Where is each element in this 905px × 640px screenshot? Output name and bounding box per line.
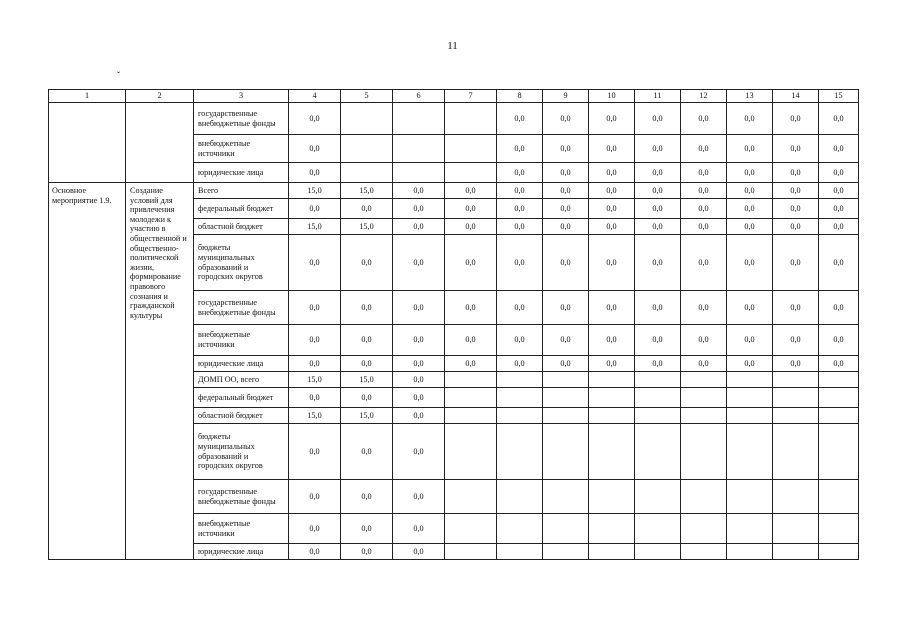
amount-cell: 15,0 [341, 219, 393, 235]
amount-cell: 0,0 [543, 356, 589, 372]
column-number: 6 [393, 90, 445, 103]
column-number: 9 [543, 90, 589, 103]
amount-cell: 0,0 [543, 219, 589, 235]
amount-cell [635, 514, 681, 544]
amount-cell: 0,0 [773, 199, 819, 219]
amount-cell: 0,0 [289, 424, 341, 480]
amount-cell: 0,0 [543, 199, 589, 219]
amount-cell: 0,0 [393, 199, 445, 219]
funding-source-cell: Всего [194, 183, 289, 199]
amount-cell: 0,0 [341, 325, 393, 356]
amount-cell [635, 424, 681, 480]
amount-cell: 0,0 [681, 135, 727, 163]
funding-source-cell: ДОМП ОО, всего [194, 372, 289, 388]
amount-cell: 15,0 [341, 183, 393, 199]
amount-cell: 0,0 [445, 199, 497, 219]
column-number: 1 [49, 90, 126, 103]
amount-cell [773, 408, 819, 424]
amount-cell: 0,0 [681, 325, 727, 356]
amount-cell [341, 103, 393, 135]
amount-cell: 0,0 [727, 291, 773, 325]
amount-cell [727, 408, 773, 424]
amount-cell: 0,0 [727, 103, 773, 135]
amount-cell [727, 372, 773, 388]
amount-cell: 0,0 [543, 135, 589, 163]
column-number: 7 [445, 90, 497, 103]
amount-cell: 0,0 [341, 356, 393, 372]
funding-source-cell: областной бюджет [194, 408, 289, 424]
amount-cell: 0,0 [497, 183, 543, 199]
amount-cell: 0,0 [635, 219, 681, 235]
amount-cell [543, 388, 589, 408]
amount-cell [543, 408, 589, 424]
amount-cell [773, 514, 819, 544]
amount-cell: 0,0 [393, 372, 445, 388]
column-number: 11 [635, 90, 681, 103]
amount-cell [543, 372, 589, 388]
funding-source-cell: федеральный бюджет [194, 199, 289, 219]
amount-cell: 0,0 [497, 325, 543, 356]
amount-cell: 15,0 [289, 408, 341, 424]
amount-cell: 0,0 [289, 199, 341, 219]
amount-cell: 0,0 [341, 424, 393, 480]
amount-cell [819, 544, 859, 560]
amount-cell: 0,0 [819, 135, 859, 163]
amount-cell: 0,0 [543, 325, 589, 356]
amount-cell [727, 544, 773, 560]
amount-cell: 0,0 [635, 325, 681, 356]
amount-cell: 0,0 [497, 219, 543, 235]
amount-cell [819, 480, 859, 514]
amount-cell [445, 514, 497, 544]
amount-cell [543, 424, 589, 480]
event-name-cell [49, 103, 126, 183]
column-number: 13 [727, 90, 773, 103]
funding-source-cell: юридические лица [194, 356, 289, 372]
amount-cell: 0,0 [727, 199, 773, 219]
amount-cell: 0,0 [773, 219, 819, 235]
amount-cell [497, 424, 543, 480]
amount-cell [681, 480, 727, 514]
amount-cell: 0,0 [497, 163, 543, 183]
amount-cell: 0,0 [341, 514, 393, 544]
amount-cell [773, 424, 819, 480]
amount-cell [635, 480, 681, 514]
amount-cell [681, 408, 727, 424]
amount-cell: 0,0 [681, 183, 727, 199]
amount-cell: 0,0 [393, 408, 445, 424]
column-number: 3 [194, 90, 289, 103]
column-number: 14 [773, 90, 819, 103]
stray-mark: ˇ [117, 70, 120, 80]
funding-source-cell: юридические лица [194, 544, 289, 560]
funding-source-cell: бюджеты муниципальных образований и городских округов [194, 424, 289, 480]
amount-cell: 0,0 [681, 235, 727, 291]
amount-cell: 0,0 [289, 325, 341, 356]
funding-source-cell: государственные внебюджетные фонды [194, 480, 289, 514]
amount-cell [819, 388, 859, 408]
budget-table [48, 89, 859, 560]
amount-cell: 0,0 [773, 163, 819, 183]
amount-cell: 0,0 [589, 325, 635, 356]
amount-cell: 0,0 [289, 235, 341, 291]
amount-cell: 0,0 [341, 388, 393, 408]
amount-cell [341, 135, 393, 163]
amount-cell: 0,0 [773, 291, 819, 325]
amount-cell: 0,0 [393, 291, 445, 325]
amount-cell [681, 424, 727, 480]
funding-source-cell: федеральный бюджет [194, 388, 289, 408]
amount-cell: 0,0 [589, 103, 635, 135]
amount-cell: 0,0 [819, 199, 859, 219]
event-description-cell: Создание условий для привлечения молодежи к участию в общественной и общественно-политической жизни, формирование правового сознания и гражданской культуры [126, 183, 194, 560]
amount-cell [635, 388, 681, 408]
amount-cell [589, 388, 635, 408]
amount-cell: 0,0 [773, 135, 819, 163]
amount-cell: 0,0 [773, 235, 819, 291]
amount-cell: 0,0 [635, 103, 681, 135]
amount-cell: 0,0 [289, 356, 341, 372]
amount-cell: 0,0 [773, 183, 819, 199]
amount-cell: 0,0 [543, 235, 589, 291]
amount-cell: 0,0 [445, 219, 497, 235]
amount-cell [589, 372, 635, 388]
amount-cell: 0,0 [635, 135, 681, 163]
amount-cell [393, 135, 445, 163]
amount-cell: 0,0 [681, 163, 727, 183]
amount-cell [445, 372, 497, 388]
amount-cell: 0,0 [289, 514, 341, 544]
amount-cell: 0,0 [289, 388, 341, 408]
amount-cell [681, 372, 727, 388]
amount-cell: 0,0 [289, 103, 341, 135]
amount-cell: 0,0 [635, 199, 681, 219]
column-number: 5 [341, 90, 393, 103]
amount-cell: 0,0 [681, 356, 727, 372]
column-number: 8 [497, 90, 543, 103]
amount-cell [589, 514, 635, 544]
amount-cell: 0,0 [497, 199, 543, 219]
amount-cell: 0,0 [727, 356, 773, 372]
amount-cell [393, 163, 445, 183]
amount-cell [445, 480, 497, 514]
amount-cell: 0,0 [727, 163, 773, 183]
column-number: 10 [589, 90, 635, 103]
table-row [49, 103, 859, 135]
amount-cell: 0,0 [445, 183, 497, 199]
amount-cell: 0,0 [341, 544, 393, 560]
amount-cell: 0,0 [289, 291, 341, 325]
funding-source-cell: государственные внебюджетные фонды [194, 103, 289, 135]
amount-cell [819, 424, 859, 480]
amount-cell [819, 514, 859, 544]
event-name-cell: Основное мероприятие 1.9. [49, 183, 126, 560]
amount-cell [497, 544, 543, 560]
amount-cell: 0,0 [393, 388, 445, 408]
amount-cell: 0,0 [635, 291, 681, 325]
amount-cell: 0,0 [393, 325, 445, 356]
amount-cell: 15,0 [289, 219, 341, 235]
amount-cell: 0,0 [681, 103, 727, 135]
amount-cell: 0,0 [819, 183, 859, 199]
amount-cell: 0,0 [589, 291, 635, 325]
amount-cell: 0,0 [393, 514, 445, 544]
amount-cell: 0,0 [589, 135, 635, 163]
amount-cell: 0,0 [497, 135, 543, 163]
amount-cell [497, 388, 543, 408]
column-number: 4 [289, 90, 341, 103]
amount-cell: 0,0 [635, 163, 681, 183]
amount-cell: 0,0 [819, 325, 859, 356]
amount-cell: 0,0 [393, 183, 445, 199]
column-number-row [49, 90, 859, 103]
page-number: 11 [447, 40, 458, 52]
amount-cell [681, 388, 727, 408]
funding-source-cell: внебюджетные источники [194, 135, 289, 163]
amount-cell [445, 544, 497, 560]
amount-cell: 15,0 [289, 183, 341, 199]
amount-cell: 0,0 [543, 163, 589, 183]
amount-cell [681, 514, 727, 544]
amount-cell: 0,0 [681, 199, 727, 219]
amount-cell [543, 480, 589, 514]
amount-cell [773, 388, 819, 408]
amount-cell: 0,0 [393, 219, 445, 235]
amount-cell [543, 514, 589, 544]
amount-cell [497, 408, 543, 424]
amount-cell: 0,0 [635, 183, 681, 199]
amount-cell: 0,0 [635, 356, 681, 372]
amount-cell [497, 514, 543, 544]
amount-cell [635, 372, 681, 388]
amount-cell: 0,0 [773, 103, 819, 135]
amount-cell: 0,0 [727, 219, 773, 235]
funding-source-cell: внебюджетные источники [194, 325, 289, 356]
amount-cell [635, 408, 681, 424]
amount-cell: 0,0 [589, 199, 635, 219]
amount-cell [819, 408, 859, 424]
amount-cell: 0,0 [497, 291, 543, 325]
amount-cell [445, 135, 497, 163]
amount-cell: 0,0 [727, 135, 773, 163]
amount-cell: 0,0 [289, 480, 341, 514]
amount-cell: 0,0 [819, 163, 859, 183]
amount-cell: 0,0 [773, 356, 819, 372]
amount-cell [727, 480, 773, 514]
amount-cell [727, 424, 773, 480]
amount-cell: 0,0 [445, 356, 497, 372]
amount-cell: 0,0 [589, 235, 635, 291]
funding-source-cell: областной бюджет [194, 219, 289, 235]
funding-source-cell: государственные внебюджетные фонды [194, 291, 289, 325]
amount-cell: 0,0 [497, 356, 543, 372]
amount-cell: 0,0 [681, 291, 727, 325]
amount-cell: 0,0 [635, 235, 681, 291]
amount-cell: 15,0 [341, 372, 393, 388]
amount-cell: 0,0 [543, 183, 589, 199]
amount-cell [341, 163, 393, 183]
amount-cell [497, 480, 543, 514]
amount-cell: 0,0 [727, 235, 773, 291]
amount-cell [445, 424, 497, 480]
amount-cell [681, 544, 727, 560]
amount-cell [445, 408, 497, 424]
amount-cell: 0,0 [341, 291, 393, 325]
amount-cell: 0,0 [393, 356, 445, 372]
amount-cell: 0,0 [341, 235, 393, 291]
amount-cell: 0,0 [445, 325, 497, 356]
amount-cell: 0,0 [819, 219, 859, 235]
amount-cell: 0,0 [681, 219, 727, 235]
amount-cell: 0,0 [445, 291, 497, 325]
amount-cell: 0,0 [589, 163, 635, 183]
amount-cell [589, 480, 635, 514]
column-number: 15 [819, 90, 859, 103]
column-number: 2 [126, 90, 194, 103]
amount-cell: 0,0 [819, 291, 859, 325]
amount-cell: 0,0 [393, 424, 445, 480]
amount-cell: 0,0 [289, 163, 341, 183]
amount-cell: 0,0 [393, 480, 445, 514]
amount-cell: 0,0 [445, 235, 497, 291]
amount-cell: 15,0 [289, 372, 341, 388]
amount-cell: 0,0 [819, 235, 859, 291]
amount-cell: 0,0 [589, 219, 635, 235]
amount-cell: 15,0 [341, 408, 393, 424]
amount-cell: 0,0 [393, 235, 445, 291]
amount-cell: 0,0 [341, 199, 393, 219]
amount-cell: 0,0 [289, 544, 341, 560]
amount-cell: 0,0 [589, 183, 635, 199]
amount-cell: 0,0 [289, 135, 341, 163]
amount-cell [445, 163, 497, 183]
amount-cell [497, 372, 543, 388]
amount-cell [819, 372, 859, 388]
amount-cell [727, 514, 773, 544]
amount-cell [543, 544, 589, 560]
amount-cell [773, 372, 819, 388]
table-row [49, 183, 859, 199]
amount-cell: 0,0 [393, 544, 445, 560]
amount-cell: 0,0 [773, 325, 819, 356]
amount-cell: 0,0 [543, 103, 589, 135]
event-description-cell [126, 103, 194, 183]
amount-cell [773, 544, 819, 560]
amount-cell [445, 103, 497, 135]
amount-cell: 0,0 [341, 480, 393, 514]
amount-cell [589, 408, 635, 424]
amount-cell: 0,0 [543, 291, 589, 325]
amount-cell [589, 544, 635, 560]
amount-cell [393, 103, 445, 135]
amount-cell [445, 388, 497, 408]
funding-source-cell: внебюджетные источники [194, 514, 289, 544]
amount-cell [635, 544, 681, 560]
funding-source-cell: юридические лица [194, 163, 289, 183]
amount-cell: 0,0 [819, 356, 859, 372]
amount-cell [727, 388, 773, 408]
amount-cell: 0,0 [497, 235, 543, 291]
amount-cell [773, 480, 819, 514]
amount-cell: 0,0 [819, 103, 859, 135]
amount-cell [589, 424, 635, 480]
amount-cell: 0,0 [497, 103, 543, 135]
column-number: 12 [681, 90, 727, 103]
amount-cell: 0,0 [589, 356, 635, 372]
funding-source-cell: бюджеты муниципальных образований и городских округов [194, 235, 289, 291]
amount-cell: 0,0 [727, 183, 773, 199]
amount-cell: 0,0 [727, 325, 773, 356]
